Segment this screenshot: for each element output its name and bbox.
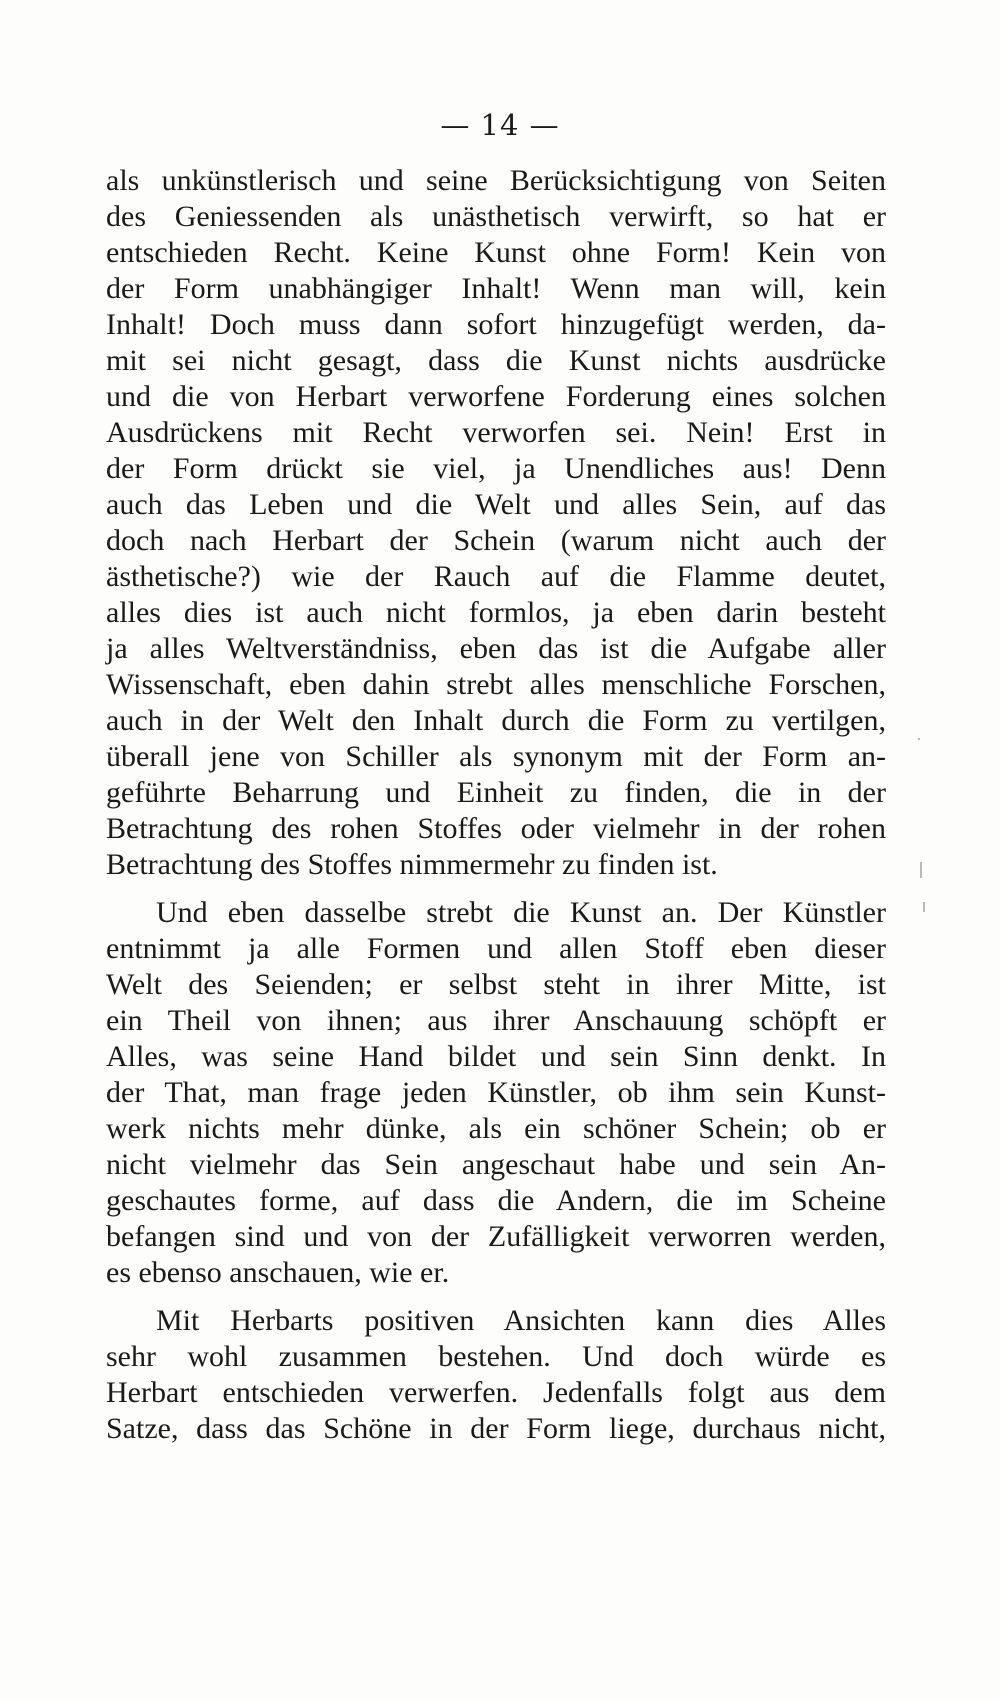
text-line: ästhetische?) wie der Rauch auf die Flamme deutet, xyxy=(106,560,886,593)
text-line: es ebenso anschauen, wie er. xyxy=(106,1256,450,1289)
text-line: doch nach Herbart der Schein (warum nicht auch der xyxy=(106,524,886,557)
text-line: sehr wohl zusammen bestehen. Und doch würde es xyxy=(106,1340,886,1373)
text-line: ja alles Weltverständniss, eben das ist die Aufgabe aller xyxy=(106,632,886,665)
text-line: Satze, dass das Schöne in der Form liege, durchaus nicht, xyxy=(106,1412,886,1445)
scan-speck xyxy=(920,862,922,878)
text-line: Und eben dasselbe strebt die Kunst an. Der Künstler xyxy=(156,896,886,929)
paragraph xyxy=(106,895,886,1291)
text-line: Mit Herbarts positiven Ansichten kann dies Alles xyxy=(156,1304,886,1337)
paragraph xyxy=(106,163,886,883)
text-line: und die von Herbart verworfene Forderung eines solchen xyxy=(106,380,886,413)
text-line: Wissenschaft, eben dahin strebt alles menschliche Forschen, xyxy=(106,668,886,701)
text-line: Ausdrückens mit Recht verworfen sei. Nein! Erst in xyxy=(106,416,886,449)
paragraph xyxy=(106,1303,886,1447)
text-line: geschautes forme, auf dass die Andern, die im Scheine xyxy=(106,1184,886,1217)
text-line: nicht vielmehr das Sein angeschaut habe und sein An- xyxy=(106,1148,886,1181)
text-line: geführte Beharrung und Einheit zu finden, die in der xyxy=(106,776,886,809)
text-line: mit sei nicht gesagt, dass die Kunst nichts ausdrücke xyxy=(106,344,886,377)
text-line: entschieden Recht. Keine Kunst ohne Form! Kein von xyxy=(106,236,886,269)
text-line: werk nichts mehr dünke, als ein schöner Schein; ob er xyxy=(106,1112,886,1145)
text-line: alles dies ist auch nicht formlos, ja eben darin besteht xyxy=(106,596,886,629)
text-line: Betrachtung des Stoffes nimmermehr zu finden ist. xyxy=(106,848,718,881)
text-line: der That, man frage jeden Künstler, ob ihm sein Kunst- xyxy=(106,1076,886,1109)
text-line: überall jene von Schiller als synonym mit der Form an- xyxy=(106,740,886,773)
text-line: Herbart entschieden verwerfen. Jedenfalls folgt aus dem xyxy=(106,1376,886,1409)
text-line: Betrachtung des rohen Stoffes oder vielmehr in der rohen xyxy=(106,812,886,845)
page-number: — 14 — xyxy=(440,108,560,142)
paragraph-gap xyxy=(106,1291,886,1303)
text-line: Welt des Seienden; er selbst steht in ihrer Mitte, ist xyxy=(106,968,886,1001)
text-line: Alles, was seine Hand bildet und sein Sinn denkt. In xyxy=(106,1040,886,1073)
text-line: auch das Leben und die Welt und alles Sein, auf das xyxy=(106,488,886,521)
scan-speck xyxy=(918,738,920,740)
text-line: des Geniessenden als unästhetisch verwirft, so hat er xyxy=(106,200,886,233)
text-line: der Form drückt sie viel, ja Unendliches aus! Denn xyxy=(106,452,886,485)
text-line: der Form unabhängiger Inhalt! Wenn man will, kein xyxy=(106,272,886,305)
text-line: ein Theil von ihnen; aus ihrer Anschauung schöpft er xyxy=(106,1004,886,1037)
body-text xyxy=(106,163,886,1447)
paragraph-gap xyxy=(106,883,886,895)
scan-speck xyxy=(923,902,925,912)
text-line: auch in der Welt den Inhalt durch die Form zu vertilgen, xyxy=(106,704,886,737)
text-line: Inhalt! Doch muss dann sofort hinzugefügt werden, da- xyxy=(106,308,886,341)
text-line: entnimmt ja alle Formen und allen Stoff eben dieser xyxy=(106,932,886,965)
text-line: befangen sind und von der Zufälligkeit verworren werden, xyxy=(106,1220,886,1253)
text-line: als unkünstlerisch und seine Berücksichtigung von Seiten xyxy=(106,164,886,197)
